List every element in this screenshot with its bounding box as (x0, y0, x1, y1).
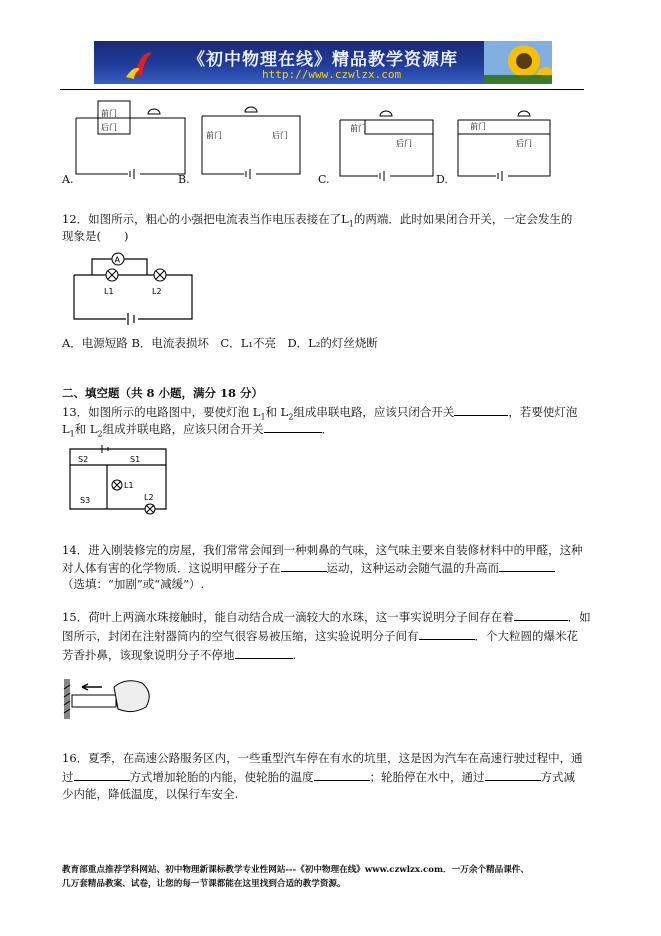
q13-l1-label: L1 (124, 481, 134, 490)
q11-label-back: 后门 (272, 131, 288, 140)
answer-blank[interactable] (314, 768, 370, 781)
q13-stem-line1: 13．如图所示的电路图中，要使灯泡 $L_1$和 $L_2$组成串联电路，应该只闭合开关 ，若要使灯泡 (62, 405, 578, 422)
q15-stem-line2: 图所示，封闭在注射器筒内的空气很容易被压缩，这实验说明分子间有 ．个大粒圆的爆米花 (62, 629, 578, 643)
lamp-icon (112, 480, 122, 490)
bell-icon (245, 107, 257, 112)
q11-label-back: 后门 (101, 123, 117, 132)
q12-lamp1-label: L1 (104, 287, 114, 296)
answer-blank[interactable] (499, 559, 555, 572)
answer-blank[interactable] (235, 646, 293, 659)
q11-option-a: A. (62, 173, 74, 186)
svg-text:A: A (114, 255, 120, 265)
q12-options: A．电源短路 B．电流表损坏 C．L₁不亮 D．L₂的灯丝烧断 (62, 336, 378, 350)
bell-icon (148, 109, 160, 114)
q13-stem-line2: $L_1$和 $L_2$组成并联电路，应该只闭合开关 ． (62, 422, 334, 439)
q11-option-d: D. (436, 173, 448, 186)
answer-blank[interactable] (485, 768, 541, 781)
lamp-icon (106, 269, 118, 281)
site-banner (94, 41, 552, 84)
page-footer (62, 863, 529, 891)
q11-label-front: 前门 (350, 124, 366, 133)
q14-stem-line2: 对人体有害的化学物质．这说明甲醛分子在 运动，这种运动会随气温的升高而 (62, 559, 555, 576)
q11-label-back: 后门 (396, 139, 412, 148)
bell-icon (518, 111, 530, 116)
answer-blank[interactable] (264, 420, 322, 433)
q16-stem-line2: 过 方式增加轮胎的内能，使轮胎的温度 ；轮胎停在水中，通过 方式减 (62, 770, 575, 784)
footer-line-2: 几万套精品教案、试卷，让您的每一节课都能在这里找到合适的教学资源。 (62, 879, 346, 889)
q15-stem-line3: 芳香扑鼻，该现象说明分子不停地 . (62, 648, 297, 662)
header-rule (60, 89, 584, 90)
q12-circuit-diagram (62, 247, 202, 329)
banner-url[interactable]: http://www.czwlzx.com (262, 68, 402, 81)
answer-blank[interactable] (514, 608, 568, 621)
section-2-heading: 二、填空题（共 8 小题，满分 18 分） (62, 386, 264, 400)
q14-stem-line1: 14．进入刚装修完的房屋，我们常常会闻到一种刺鼻的气味，这气味主要来自装修材料中的甲醛，这种 (62, 543, 583, 557)
q12-stem-line2: 现象是( ) (62, 229, 129, 243)
q11-label-front: 前门 (101, 109, 117, 118)
syringe-illustration (62, 675, 162, 723)
lamp-icon (154, 269, 166, 281)
q15-stem-line1: 15．荷叶上两滴水珠接触时，能自动结合成一滴较大的水珠，这一事实说明分子间存在着 ．如 (62, 610, 591, 624)
q14-stem-line3: （选填：“加剧”或“减缓”）. (62, 577, 205, 591)
banner-title: 《初中物理在线》精品教学资源库 (188, 50, 458, 70)
lamp-icon (145, 504, 155, 514)
q13-circuit-diagram (62, 445, 174, 519)
site-logo-icon (112, 41, 172, 84)
q13-s3-label: S3 (80, 496, 91, 505)
answer-blank[interactable] (281, 559, 327, 572)
q16-stem-line1: 16．夏季，在高速公路服务区内，一些重型汽车停在有水的坑里，这是因为汽车在高速行驶过程中，通 (62, 751, 583, 765)
q16-stem-line3: 少内能，降低温度，以保行车安全. (62, 787, 239, 801)
q11-label-back: 后门 (516, 139, 532, 148)
answer-blank[interactable] (74, 768, 130, 781)
q11-label-front: 前门 (206, 131, 222, 140)
sunflower-icon (484, 41, 552, 84)
ammeter-icon (112, 253, 124, 265)
q13-l2-label: L2 (144, 493, 154, 502)
answer-blank[interactable] (454, 403, 508, 416)
q13-s1-label: S1 (130, 455, 141, 464)
q13-s2-label: S2 (78, 455, 89, 464)
answer-blank[interactable] (419, 627, 475, 640)
q12-lamp2-label: L2 (152, 287, 162, 296)
q12-stem-line1: 12．如图所示，粗心的小强把电流表当作电压表接在了$L_1$的两端．此时如果闭合开关，一定会发生的 (62, 212, 573, 229)
q11-option-c: C. (318, 173, 330, 186)
q11-option-b: B. (178, 173, 190, 186)
bell-icon (380, 111, 392, 116)
footer-line-1: 教育部重点推荐学科网站、初中物理新课标教学专业性网站---《初中物理在线》www.czwlzx.com．一万余个精品课件、 (62, 865, 529, 875)
q11-label-front: 前门 (470, 122, 486, 131)
